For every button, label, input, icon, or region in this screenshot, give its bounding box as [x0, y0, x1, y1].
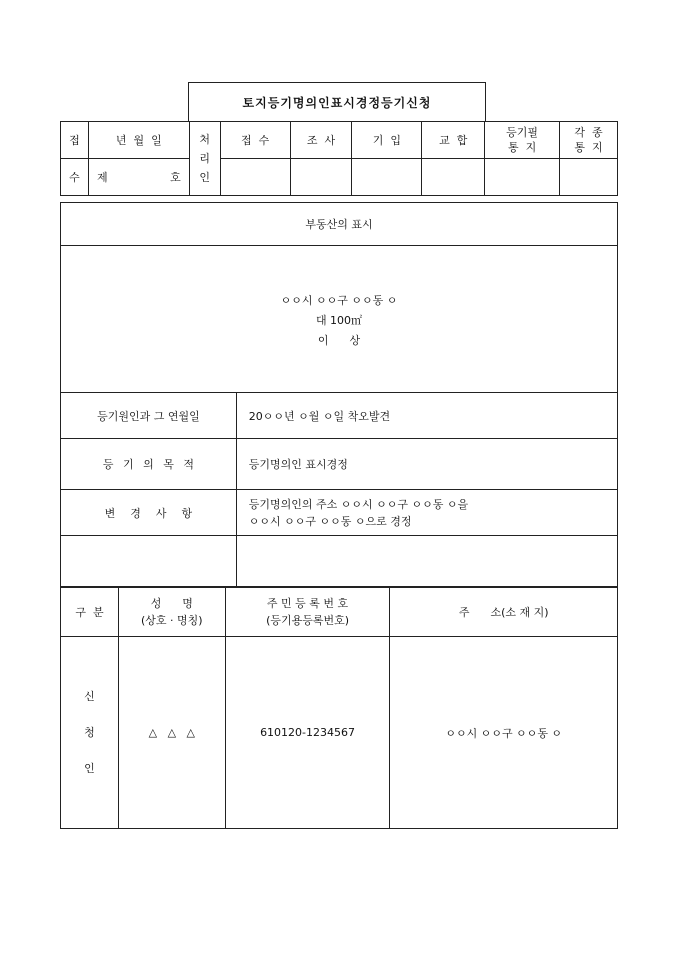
applicant-type: [61, 637, 119, 829]
applicant-address[interactable]: ㅇㅇ시 ㅇㅇ구 ㅇㅇ동 ㅇ: [390, 637, 618, 829]
col-enter: 기 입: [352, 122, 422, 159]
no-label-start: 제: [96, 171, 108, 184]
reception-label-top: 접: [61, 122, 89, 159]
col-notice-line2: 통 지: [507, 141, 537, 154]
purpose-value[interactable]: 등기명의인 표시경정: [236, 439, 617, 490]
change-value-line1: 등기명의인의 주소 ㅇㅇ시 ㅇㅇ구 ㅇㅇ동 ㅇ을: [248, 497, 469, 511]
receive-field[interactable]: [220, 159, 290, 196]
col-addr: 주 소(소 재 지): [390, 587, 618, 637]
col-name-line2: (상호 · 명칭): [141, 613, 203, 627]
property-heading: 부동산의 표시: [61, 203, 618, 246]
col-check: 조 사: [290, 122, 352, 159]
purpose-label: 등 기 의 목 적: [61, 439, 237, 490]
notice-field[interactable]: [485, 159, 560, 196]
date-label: 년 월 일: [88, 122, 189, 159]
col-misc-line2: 통 지: [574, 141, 603, 154]
misc-field[interactable]: [560, 159, 618, 196]
reception-no-cell: [88, 159, 189, 196]
form-title-box: [188, 82, 486, 122]
col-notice-line1: 등기필: [506, 126, 539, 139]
applicant-id[interactable]: 610120-1234567: [225, 637, 390, 829]
blank-value[interactable]: [236, 536, 617, 588]
change-value[interactable]: [236, 490, 617, 536]
col-id-line2: (등기용등록번호): [266, 613, 350, 627]
handler-char-3: 인: [199, 171, 211, 184]
property-description: [61, 246, 618, 393]
enter-field[interactable]: [352, 159, 422, 196]
reception-label-bottom: 수: [61, 159, 89, 196]
col-name: [118, 587, 225, 637]
applicant-name[interactable]: △ △ △: [118, 637, 225, 829]
cause-label: 등기원인과 그 연월일: [61, 393, 237, 439]
property-line-3: 이 상: [317, 334, 361, 347]
col-misc-line1: 각 종: [574, 126, 603, 139]
check-field[interactable]: [290, 159, 352, 196]
verify-field[interactable]: [422, 159, 485, 196]
no-label-end: 호: [170, 171, 181, 184]
cause-value[interactable]: 20ㅇㅇ년 ㅇ월 ㅇ일 착오발견: [236, 393, 617, 439]
applicant-type-3: 인: [84, 761, 95, 775]
property-line-1: ㅇㅇ시 ㅇㅇ구 ㅇㅇ동 ㅇ: [280, 294, 398, 307]
col-receive: 접 수: [220, 122, 290, 159]
col-notice: [485, 122, 560, 159]
col-id: [225, 587, 390, 637]
change-label: 변 경 사 항: [61, 490, 237, 536]
property-line-2: 대 100㎡: [315, 314, 363, 327]
reception-table: [60, 121, 618, 196]
handler-label: [189, 122, 220, 196]
applicant-type-1: 신: [84, 689, 95, 703]
main-table: [60, 202, 618, 588]
col-misc: [560, 122, 618, 159]
handler-char-2: 리: [199, 152, 211, 165]
applicant-table: [60, 586, 618, 829]
col-type: 구 분: [61, 587, 119, 637]
col-id-line1: 주 민 등 록 번 호: [266, 596, 349, 610]
applicant-type-2: 청: [84, 725, 95, 739]
blank-label: [61, 536, 237, 588]
col-name-line1: 성 명: [150, 596, 193, 610]
change-value-line2: ㅇㅇ시 ㅇㅇ구 ㅇㅇ동 ㅇ으로 경정: [248, 514, 412, 528]
form-title: 토지등기명의인표시경정등기신청: [189, 83, 486, 122]
col-verify: 교 합: [422, 122, 485, 159]
handler-char-1: 처: [199, 133, 211, 146]
